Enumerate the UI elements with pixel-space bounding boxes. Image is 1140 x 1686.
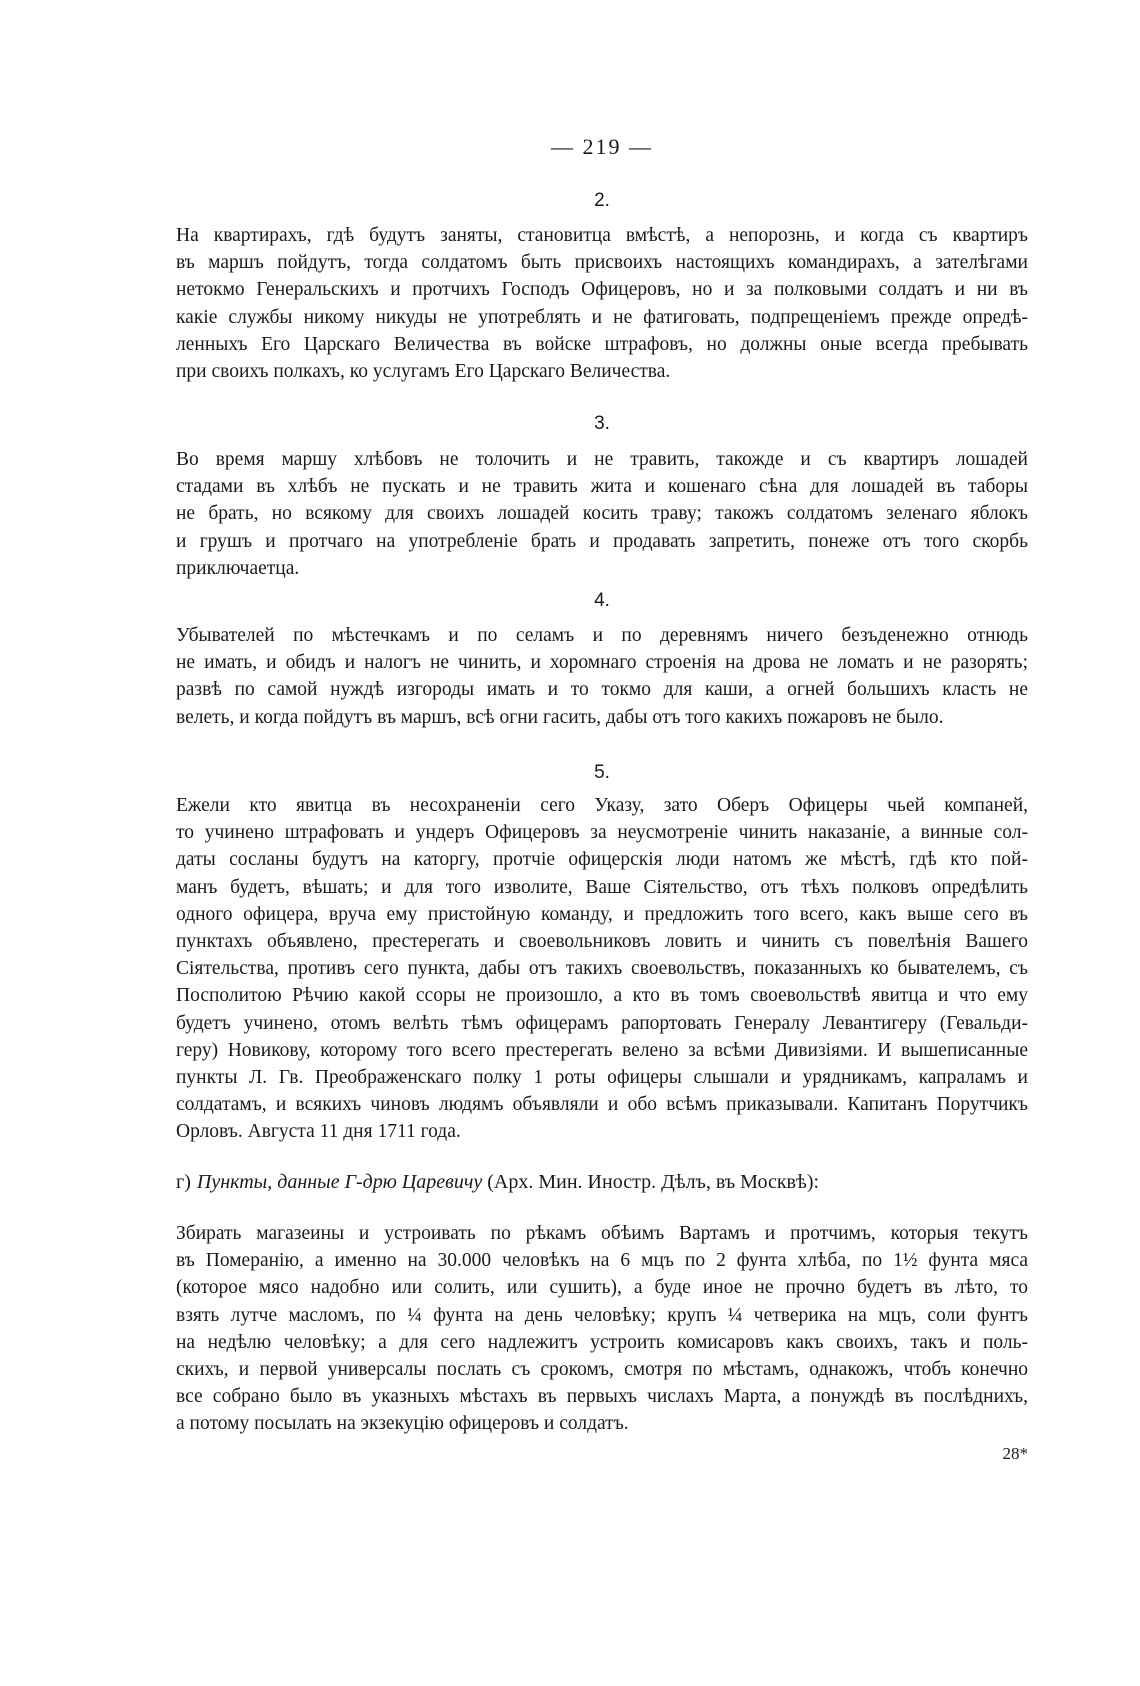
- paragraph-line: Посполитою Рѣчию какой ссоры не произошло, а кто въ томъ своевольствѣ явитца и что ему: [176, 985, 1028, 1007]
- paragraph-line: въ Померанію, а именно на 30.000 человѣкъ на 6 мцъ по 2 фунта хлѣба, по 1½ фунта мяса: [176, 1250, 1028, 1272]
- paragraph-line: при своихъ полкахъ, ко услугамъ Его Царскаго Величества.: [176, 361, 671, 383]
- paragraph-line: Орловъ. Августа 11 дня 1711 года.: [176, 1121, 461, 1143]
- paragraph-line: солдатамъ, и всякихъ чиновъ людямъ объявляли и обо всѣмъ приказывали. Капитанъ Порутчикъ: [176, 1094, 1028, 1116]
- section-paragraph: [176, 222, 1028, 385]
- paragraph-line: геру) Новикову, которому того всего престерегать велено за всѣми Дивизіями. И вышеписанные: [176, 1039, 1028, 1061]
- paragraph-line: стадами въ хлѣбъ не пускать и не травить жита и кошенаго сѣна для лошадей въ таборы: [176, 476, 1028, 498]
- page: [176, 0, 1028, 1686]
- paragraph-line: ленныхъ Его Царскаго Величества въ войске штрафовъ, но должны оные всегда пребывать: [176, 333, 1028, 355]
- section-paragraph: [176, 622, 1028, 731]
- paragraph-line: пункты Л. Гв. Преображенскаго полку 1 роты офицеры слышали и урядникамъ, капраламъ и: [176, 1067, 1028, 1089]
- paragraph-line: скихъ, и первой универсалы послать съ срокомъ, смотря по мѣстамъ, однакожъ, чтобъ конечно: [176, 1359, 1028, 1381]
- paragraph-line: Убывателей по мѣстечкамъ и по селамъ и по деревнямъ ничего безъденежно отнюдь: [176, 625, 1028, 646]
- paragraph-line: какіе службы никому никуды не употреблять и не фатиговать, подпрещеніемъ прежде опредѣ-: [176, 306, 1028, 328]
- sub-heading-source: (Арх. Мин. Иностр. Дѣлъ, въ Москвѣ):: [487, 1171, 820, 1193]
- section-number: 5.: [594, 762, 610, 783]
- signature-mark: 28*: [1002, 1444, 1028, 1463]
- sub-heading-title: Пункты, данные Г-дрю Царевичу: [196, 1171, 483, 1193]
- paragraph-line: Ежели кто явитца въ несохраненіи сего Указу, зато Оберъ Офицеры чьей компаней,: [176, 795, 1028, 816]
- section-paragraph: [176, 446, 1028, 582]
- paragraph-line: приключаетца.: [176, 557, 300, 579]
- paragraph-line: пунктахъ объявлено, престерегать и своевольниковъ ловить и чинить съ повелѣнія Вашего: [176, 931, 1028, 953]
- paragraph-line: нетокмо Генеральскихъ и протчихъ Господъ Офицеровъ, но и за полковыми солдатъ и ни въ: [176, 279, 1028, 301]
- paragraph-line: а потому посылать на экзекуцію офицеровъ и солдатъ.: [176, 1413, 629, 1435]
- paragraph-line: одного офицера, вруча ему пристойную команду, и предложить того всего, какъ выше сего въ: [176, 903, 1028, 925]
- sub-heading-marker: г): [176, 1171, 191, 1193]
- paragraph-line: Во время маршу хлѣбовъ не толочить и не травить, такожде и съ квартиръ лошадей: [176, 449, 1028, 470]
- section-number: 2.: [594, 190, 610, 211]
- section-paragraph: [176, 792, 1028, 1146]
- paragraph-line: и грушъ и протчаго на употребленіе брать и продавать запретить, понеже отъ того скорбь: [176, 530, 1028, 552]
- paragraph-line: манъ будетъ, вѣшать; и для того изволите, Ваше Сіятельство, отъ тѣхъ полковъ опредѣлить: [176, 876, 1028, 898]
- paragraph-line: не имать, и обидъ и налогъ не чинить, и хоромнаго строенія на дрова не ломать и не разорять;: [176, 652, 1028, 674]
- paragraph-line: будетъ учинено, отомъ велѣть тѣмъ офицерамъ рапортовать Генералу Левантигеру (Гевальди-: [176, 1012, 1028, 1034]
- paragraph-line: развѣ по самой нуждѣ изгороды имать и то токмо для каши, а огней большихъ класть не: [176, 679, 1028, 701]
- paragraph-line: не брать, но всякому для своихъ лошадей косить траву; такожъ солдатомъ зеленаго яблокъ: [176, 503, 1028, 525]
- paragraph-line: велеть, и когда пойдутъ въ маршъ, всѣ огни гасить, дабы отъ того какихъ пожаровъ не было.: [176, 706, 944, 728]
- paragraph-line: въ маршъ пойдутъ, тогда солдатомъ быть присвоихъ настоящихъ командирахъ, а зателѣгами: [176, 252, 1028, 274]
- paragraph-line: все собрано было въ указныхъ мѣстахъ въ первыхъ числахъ Марта, а понуждѣ въ послѣднихъ,: [176, 1386, 1028, 1408]
- paragraph-line: Сіятельства, противъ сего пункта, дабы отъ такихъ своевольствъ, показанныхъ ко бывателемъ, съ: [176, 958, 1028, 980]
- paragraph-line: На квартирахъ, гдѣ будутъ заняты, становитца вмѣстѣ, а непорознь, и когда съ квартиръ: [176, 225, 1028, 246]
- section-number: 3.: [594, 413, 610, 434]
- final-paragraph: [176, 1220, 1028, 1438]
- page-number-header: — 219 —: [551, 134, 653, 159]
- paragraph-line: на недѣлю человѣку; а для сего надлежитъ устроить комисаровъ какъ своихъ, такъ и поль-: [176, 1331, 1028, 1353]
- paragraph-line: даты сосланы будутъ на каторгу, протчіе офицерскія люди натомъ же мѣстѣ, гдѣ кто пой-: [176, 849, 1028, 871]
- sub-heading: [176, 1168, 1028, 1196]
- paragraph-line: (которое мясо надобно или солить, или сушить), а буде иное не прочно будетъ въ лѣто, то: [176, 1277, 1028, 1299]
- paragraph-line: то учинено штрафовать и ундеръ Офицеровъ за неусмотреніе чинить наказаніе, а винные сол-: [176, 822, 1028, 844]
- paragraph-line: Збирать магазеины и устроивать по рѣкамъ обѣимъ Вартамъ и протчимъ, которыя текутъ: [176, 1223, 1028, 1244]
- paragraph-line: взять лутче масломъ, по ¼ фунта на день человѣку; крупъ ¼ четверика на мцъ, соли фунтъ: [176, 1304, 1028, 1326]
- section-number: 4.: [594, 590, 610, 611]
